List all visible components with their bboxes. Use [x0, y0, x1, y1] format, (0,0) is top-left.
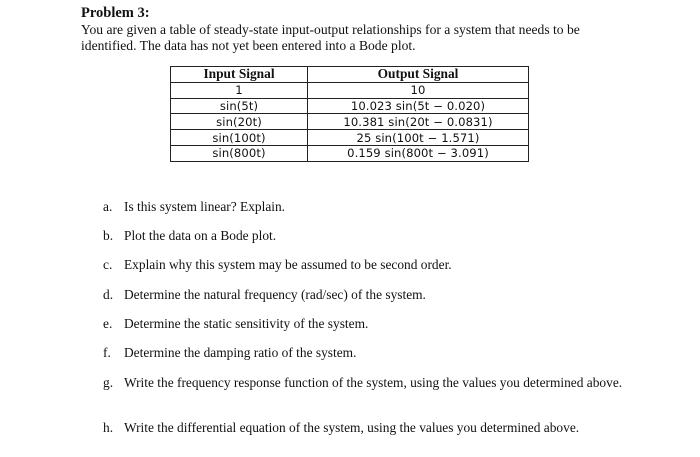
question-text: Determine the static sensitivity of the system. [124, 316, 369, 331]
header-output-signal: Output Signal [308, 67, 529, 83]
question-text: Is this system linear? Explain. [124, 199, 286, 214]
output-cell: 10.023 sin(5t − 0.020) [308, 98, 529, 114]
question-b [103, 228, 623, 243]
question-letter: a. [103, 199, 113, 214]
table-header-row [171, 67, 529, 83]
question-letter: h. [103, 420, 114, 435]
question-text: Write the frequency response function of the system, using the values you determined above. [124, 375, 623, 390]
io-table [170, 66, 529, 162]
header-input-signal: Input Signal [171, 67, 308, 83]
question-h [103, 420, 623, 435]
question-e [103, 316, 623, 331]
question-a [103, 199, 623, 214]
question-letter: g. [103, 375, 114, 390]
table-row [171, 82, 529, 98]
input-cell: sin(800t) [171, 145, 308, 161]
problem-title: Problem 3: [81, 5, 150, 21]
input-cell: sin(100t) [171, 130, 308, 146]
question-d [103, 287, 623, 302]
output-cell: 10 [308, 82, 529, 98]
input-cell: sin(20t) [171, 114, 308, 130]
output-cell: 10.381 sin(20t − 0.0831) [308, 114, 529, 130]
question-text: Determine the natural frequency (rad/sec) of the system. [124, 287, 426, 302]
table-row [171, 130, 529, 146]
question-letter: d. [103, 287, 114, 302]
question-letter: c. [103, 257, 113, 272]
output-cell: 0.159 sin(800t − 3.091) [308, 145, 529, 161]
table-row [171, 114, 529, 130]
question-letter: f. [103, 345, 111, 360]
question-text: Determine the damping ratio of the system. [124, 345, 357, 360]
output-cell: 25 sin(100t − 1.571) [308, 130, 529, 146]
table-row [171, 145, 529, 161]
question-text: Write the differential equation of the system, using the values you determined above. [124, 420, 580, 435]
question-g [103, 375, 623, 390]
question-text: Plot the data on a Bode plot. [124, 228, 277, 243]
input-cell: 1 [171, 82, 308, 98]
problem-intro: You are given a table of steady-state input-output relationships for a system that needs to be identified. The data has not yet been entered into a Bode plot. [81, 22, 580, 53]
question-c [103, 257, 623, 272]
question-letter: b. [103, 228, 114, 243]
question-f [103, 345, 623, 360]
question-letter: e. [103, 316, 113, 331]
table-row [171, 98, 529, 114]
input-cell: sin(5t) [171, 98, 308, 114]
question-text: Explain why this system may be assumed to be second order. [124, 257, 452, 272]
